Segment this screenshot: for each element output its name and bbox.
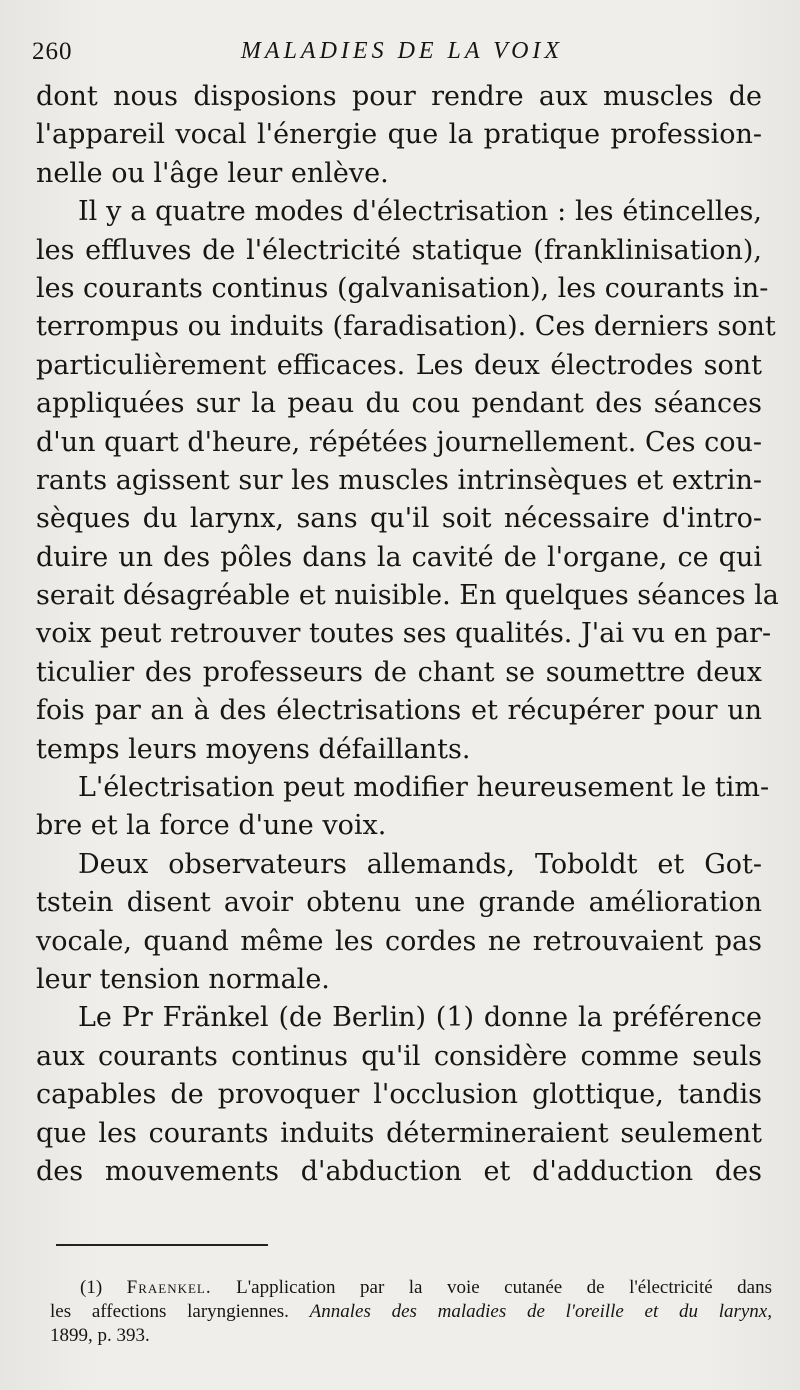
text-line: L'électrisation peut modifier heureusement le tim- <box>78 772 770 804</box>
footnote-line <box>50 1276 772 1300</box>
text-line: que les courants induits détermineraient seulement <box>36 1117 762 1149</box>
text-line: terrompus ou induits (faradisation). Ces derniers sont <box>36 311 776 343</box>
text-line: leur tension normale. <box>36 963 330 995</box>
footnote-journal: Annales des maladies de l'oreille et du larynx, <box>309 1301 772 1322</box>
text-line: aux courants continus qu'il considère comme seuls <box>36 1040 762 1072</box>
text-line: appliquées sur la peau du cou pendant des séances <box>36 388 762 420</box>
footnote-divider <box>56 1244 268 1246</box>
text-line: tstein disent avoir obtenu une grande amélioration <box>36 887 762 919</box>
text-line: sèques du larynx, sans qu'il soit nécessaire d'intro- <box>36 503 762 535</box>
text-line: les courants continus (galvanisation), les courants in- <box>36 272 769 304</box>
text-line: capables de provoquer l'occlusion glottique, tandis <box>36 1079 762 1111</box>
running-title: MALADIES DE LA VOIX <box>240 38 564 64</box>
text-line: des mouvements d'abduction et d'adduction des <box>36 1155 762 1187</box>
footnote-line <box>50 1300 772 1324</box>
text-line: Deux observateurs allemands, Toboldt et Got- <box>78 848 762 880</box>
text-line: rants agissent sur les muscles intrinsèques et extrin- <box>36 464 762 496</box>
footnote-text: L'application par la voie cutanée de l'électricité dans <box>236 1277 772 1298</box>
footnote-text: les affections laryngiennes. <box>50 1301 289 1322</box>
text-line: l'appareil vocal l'énergie que la pratique profession- <box>36 119 762 151</box>
footnote-author: Fraenkel. <box>126 1277 212 1298</box>
text-line: duire un des pôles dans la cavité de l'organe, ce qui <box>36 541 762 573</box>
text-line: particulièrement efficaces. Les deux électrodes sont <box>36 349 762 381</box>
text-line: dont nous disposions pour rendre aux muscles de <box>36 81 762 112</box>
text-line: d'un quart d'heure, répétées journellement. Ces cou- <box>36 426 762 458</box>
page-number: 260 <box>32 38 73 65</box>
footnote-marker: (1) <box>80 1277 103 1298</box>
text-line: les effluves de l'électricité statique (franklinisation), <box>36 234 762 266</box>
text-line: ticulier des professeurs de chant se soumettre deux <box>36 656 762 688</box>
text-line: voix peut retrouver toutes ses qualités. J'ai vu en par- <box>36 618 772 650</box>
text-line: temps leurs moyens défaillants. <box>36 733 471 765</box>
text-line: Il y a quatre modes d'électrisation : les étincelles, <box>78 196 762 228</box>
text-line: nelle ou l'âge leur enlève. <box>36 157 389 189</box>
body-text <box>36 78 779 1191</box>
text-line: Le Pr Fränkel (de Berlin) (1) donne la préférence <box>78 1002 762 1034</box>
text-line: vocale, quand même les cordes ne retrouvaient pas <box>36 925 762 957</box>
page-header <box>32 38 772 70</box>
text-line: fois par an à des électrisations et récupérer pour un <box>36 695 762 727</box>
footnote-line <box>50 1324 772 1348</box>
text-line: serait désagréable et nuisible. En quelques séances la <box>36 580 779 612</box>
text-line: bre et la force d'une voix. <box>36 810 387 842</box>
footnote-text: 1899, p. 393. <box>50 1325 150 1346</box>
footnote <box>50 1276 772 1348</box>
